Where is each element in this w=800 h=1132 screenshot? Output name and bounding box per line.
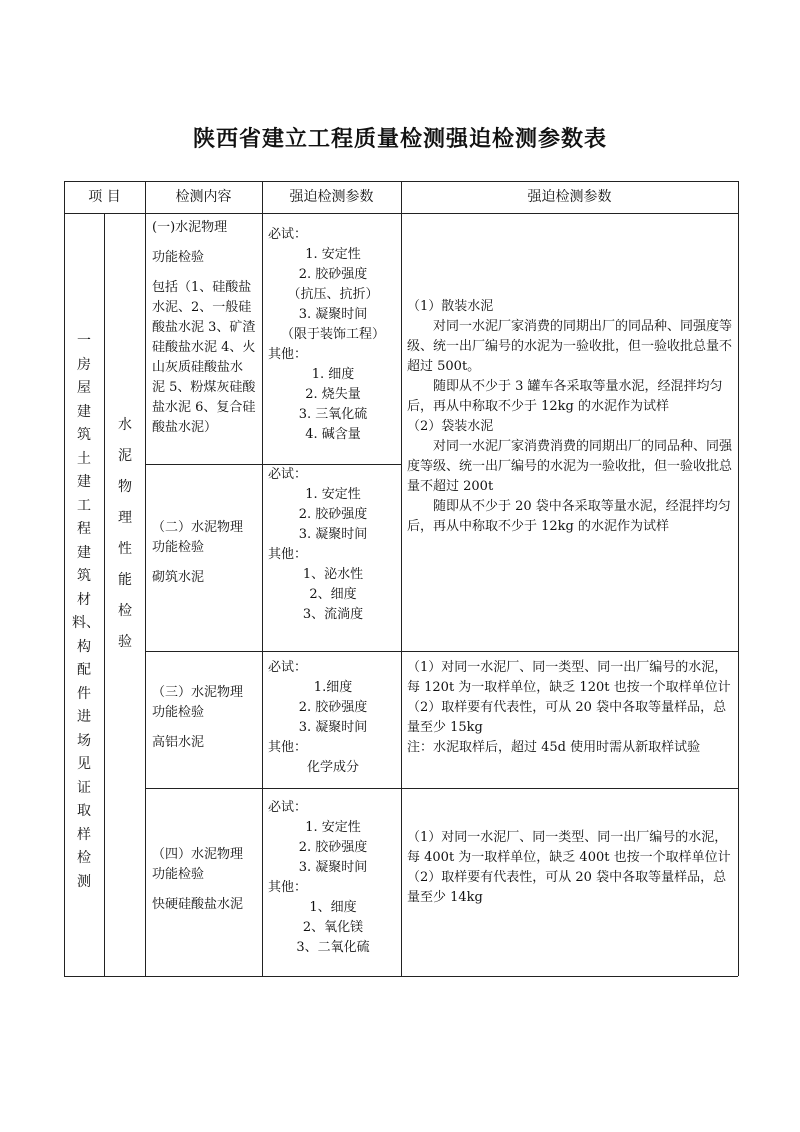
row1-content: (一)水泥物理 功能检验 包括（1、硅酸盐 水泥、2、一般硅 酸盐水泥 3、矿渣 硅酸盐水泥 4、火 山灰质硅酸盐水 泥 5、粉煤灰硅酸 盐水泥 6、复合硅 酸盐水泥）: [152, 220, 256, 435]
row3-params: 必试： 1.细度 2. 胶砂强度 3. 凝聚时间 其他： 化学成分: [268, 660, 368, 775]
category-label: 一房屋建筑土建工程建筑材料、构配件进场见证取样检测: [72, 333, 100, 890]
row3-rules: （1）对同一水泥厂、同一类型、同一出厂编号的水泥，每 120t 为一取样单位，缺乏 120t 也按一个取样单位计 （2）取样要有代表性，可从 20 袋中各取等量样品，总量至少 15kg 注：水泥取样后，超过 45d 使用时需从新取样试验: [407, 660, 731, 755]
page-title: 陕西省建立工程质量检测强迫检测参数表: [192, 127, 607, 152]
row4-params: 必试： 1. 安定性 2. 胶砂强度 3. 凝聚时间 其他： 1、细度 2、氧化镁 3、二氧化硫: [268, 800, 370, 955]
header-content: 检测内容: [175, 189, 232, 205]
header-rules: 强迫检测参数: [527, 189, 612, 205]
row4-rules: （1）对同一水泥厂、同一类型、同一出厂编号的水泥，每 400t 为一取样单位，缺乏 400t 也按一个取样单位计 （2）取样要有代表性，可从 20 袋中各取等量样品，总量至少 14kg: [407, 830, 731, 905]
header-item: 项 目: [88, 189, 121, 205]
rules-merged: （1）散装水泥 对同一水泥厂家消费的同期出厂的同品种、同强度等级、统一出厂编号的水泥为一验收批，但一验收批总量不超过 500t。 随即从不少于 3 罐车各采取等量水泥，经混拌均匀后，再从中称取不少于 12kg 的水泥作为试样 （2）袋装水泥 对同一水泥厂家消费消费的同期出厂的同品种、同强度等级、统一出厂编号的水泥为一验收批，但一验收批总量不超过 200t 随即从不少于 20 袋中各采取等量水泥，经混拌均匀后，再从中称取不少于 12kg 的水泥作为试样: [407, 299, 733, 534]
row2-params: 必试： 1. 安定性 2. 胶砂强度 3. 凝聚时间 其他： 1、泌水性 2、细度 3、流淌度: [268, 467, 368, 622]
row3-content: （三）水泥物理 功能检验 高铝水泥: [152, 685, 244, 750]
row2-content: （二）水泥物理 功能检验 砌筑水泥: [152, 520, 244, 585]
row4-content: （四）水泥物理 功能检验 快硬硅酸盐水泥: [152, 847, 244, 912]
subcategory-label: 水泥物理性能检验: [118, 417, 132, 650]
header-params: 强迫检测参数: [289, 189, 374, 205]
row1-params: 必试： 1. 安定性 2. 胶砂强度 （抗压、抗折） 3. 凝聚时间 （限于装饰工程） 其他： 1. 细度 2. 烧失量 3. 三氧化硫 4. 碱含量: [268, 227, 385, 442]
